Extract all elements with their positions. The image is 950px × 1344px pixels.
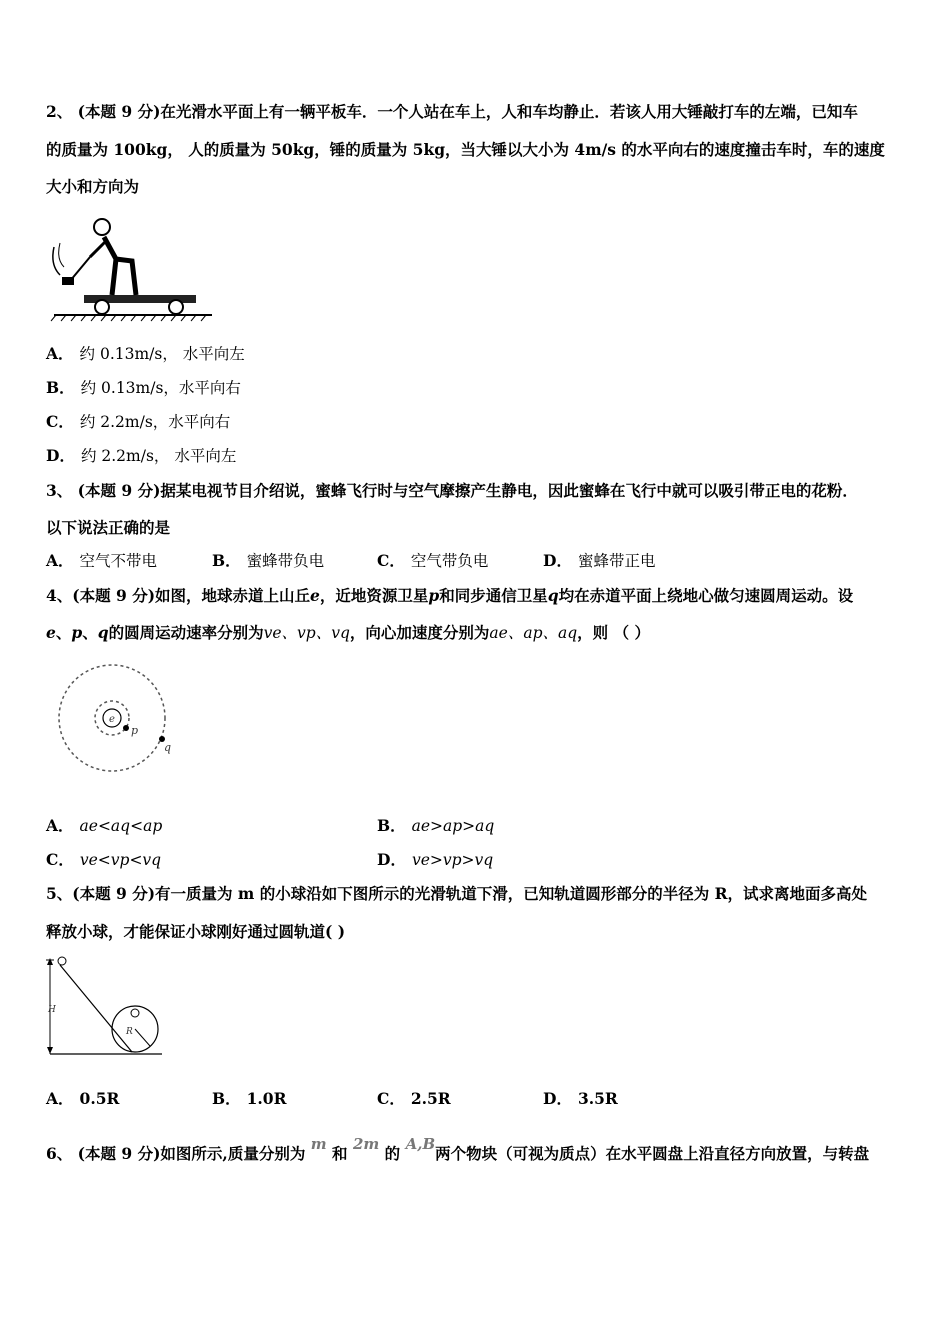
q4-option-b[interactable]: B． ae>ap>aq bbox=[377, 816, 495, 835]
q4-figure-orbits bbox=[50, 663, 180, 783]
q4-option-a[interactable]: A． ae<aq<ap bbox=[46, 816, 163, 835]
q3-option-b[interactable]: B． 蜜蜂带负电 bbox=[212, 551, 325, 570]
q5-figure-label-r: R bbox=[126, 1027, 133, 1037]
q2-option-d[interactable]: D． 约 2.2m/s， 水平向左 bbox=[46, 446, 237, 465]
q2-stem-line3: 大小和方向为 bbox=[46, 177, 140, 196]
q3-stem-line2: 以下说法正确的是 bbox=[46, 518, 171, 537]
q2-figure-hammer-cart bbox=[46, 215, 216, 323]
q4-option-d[interactable]: D． ve>vp>vq bbox=[377, 850, 494, 869]
q6-math-m: m bbox=[310, 1135, 327, 1153]
q2-option-b[interactable]: B． 约 0.13m/s，水平向右 bbox=[46, 378, 241, 397]
q3-stem-line1: 3、 (本题 9 分)据某电视节目介绍说，蜜蜂飞行时与空气摩擦产生静电，因此蜜蜂在飞行中就可以吸引带正电的花粉． bbox=[46, 481, 858, 500]
q5-option-c[interactable]: C． 2.5R bbox=[377, 1089, 451, 1108]
q5-option-b[interactable]: B． 1.0R bbox=[212, 1089, 287, 1108]
q2-stem-line2: 的质量为 100kg， 人的质量为 50kg，锤的质量为 5kg，当大锤以大小为 4m/s 的水平向右的速度撞击车时，车的速度 bbox=[46, 140, 885, 159]
q2-option-a[interactable]: A． 约 0.13m/s， 水平向左 bbox=[46, 344, 245, 363]
q4-stem-line2: e、p、q的圆周运动速率分别为ve、vp、vq，向心加速度分别为ae、ap、aq，则 （ ） bbox=[46, 623, 650, 642]
q2-stem-line1: 2、 (本题 9 分)在光滑水平面上有一辆平板车．一个人站在车上，人和车均静止．若该人用大锤敲打车的左端，已知车 bbox=[46, 102, 858, 121]
q6-math-2m: 2m bbox=[352, 1135, 380, 1153]
q5-option-a[interactable]: A． 0.5R bbox=[46, 1089, 120, 1108]
q5-stem-line1: 5、(本题 9 分)有一质量为 m 的小球沿如下图所示的光滑轨道下滑，已知轨道圆形部分的半径为 R，试求离地面多高处 bbox=[46, 884, 868, 903]
q5-stem-line2: 释放小球，才能保证小球刚好通过圆轨道( ) bbox=[46, 922, 346, 941]
q2-option-c[interactable]: C． 约 2.2m/s，水平向右 bbox=[46, 412, 231, 431]
q4-stem-line1: 4、(本题 9 分)如图，地球赤道上山丘e，近地资源卫星p和同步通信卫星q均在赤道平面上绕地心做匀速圆周运动。设 bbox=[46, 586, 854, 605]
q6-math-ab: A,B bbox=[405, 1135, 436, 1153]
q3-option-c[interactable]: C． 空气带负电 bbox=[377, 551, 489, 570]
q3-option-d[interactable]: D． 蜜蜂带正电 bbox=[543, 551, 656, 570]
q5-figure-loop-track bbox=[42, 952, 166, 1062]
q5-figure-label-h: H bbox=[48, 1005, 56, 1015]
q5-option-d[interactable]: D． 3.5R bbox=[543, 1089, 618, 1108]
q4-figure-label-q: q bbox=[164, 741, 172, 754]
q6-stem-line1: 6、 (本题 9 分)如图所示,质量分别为 m 和 2m 的 A,B两个物块（可视为质点）在水平圆盘上沿直径方向放置，与转盘 bbox=[46, 1135, 870, 1163]
q4-option-c[interactable]: C． ve<vp<vq bbox=[46, 850, 162, 869]
q4-figure-label-p: p bbox=[131, 724, 139, 737]
q4-figure-label-e: e bbox=[109, 714, 115, 725]
q3-option-a[interactable]: A． 空气不带电 bbox=[46, 551, 158, 570]
